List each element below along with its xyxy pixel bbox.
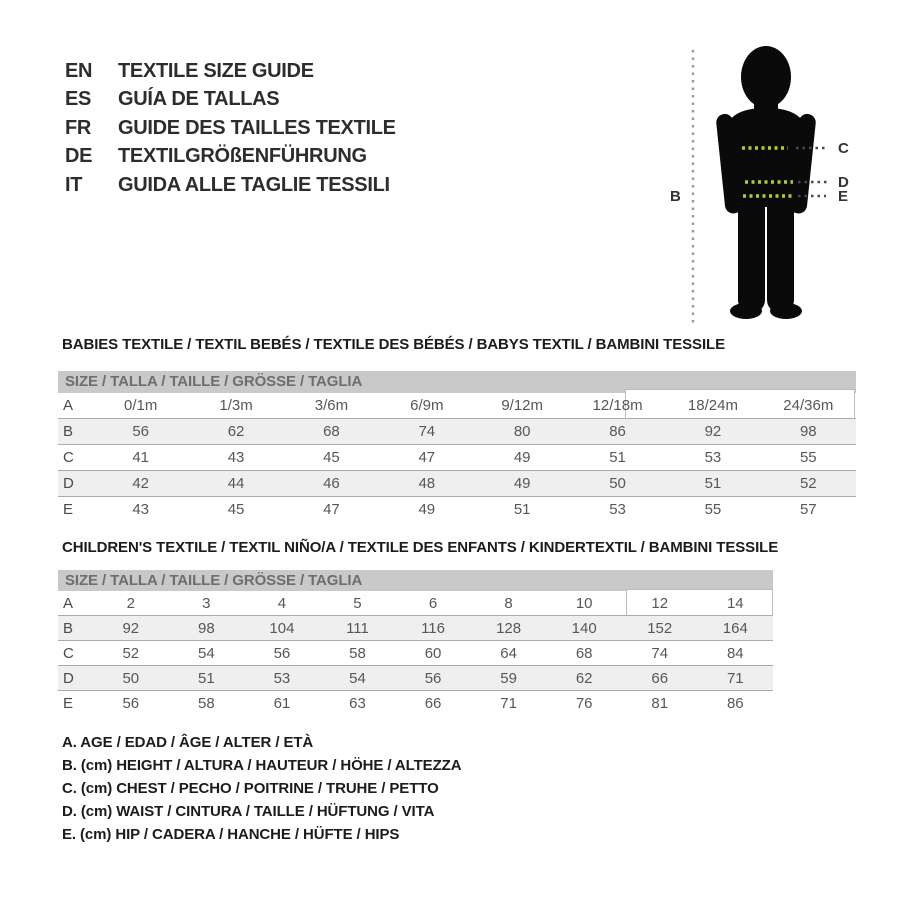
table-cell: 50 bbox=[122, 669, 140, 687]
row-label: C bbox=[63, 644, 74, 662]
table-cell: 56 bbox=[132, 423, 150, 440]
table-cell: 74 bbox=[651, 644, 669, 662]
table-row bbox=[58, 640, 773, 665]
table-cell: 46 bbox=[323, 475, 340, 492]
table-cell: 51 bbox=[198, 669, 215, 687]
table-cell: 45 bbox=[323, 449, 340, 466]
table-cell: 49 bbox=[513, 475, 531, 492]
legend-line-height: B. (cm) HEIGHT / ALTURA / HAUTEUR / HÖHE / ALTEZZA bbox=[62, 757, 462, 774]
table-cell: 56 bbox=[273, 644, 291, 662]
table-cell: 12/18m bbox=[592, 397, 643, 414]
table-row bbox=[58, 418, 856, 444]
table-cell: 57 bbox=[799, 501, 817, 518]
legend-line-waist: D. (cm) WAIST / CINTURA / TAILLE / HÜFTUNG / VITA bbox=[62, 803, 435, 820]
language-code: EN bbox=[65, 59, 93, 82]
row-label: B bbox=[63, 423, 74, 440]
table-cell: 45 bbox=[227, 501, 245, 518]
table-cell: 140 bbox=[571, 619, 597, 637]
table-row bbox=[58, 393, 856, 418]
table-cell: 6 bbox=[428, 594, 438, 612]
table-cell: 52 bbox=[122, 644, 140, 662]
table-cell: 43 bbox=[132, 501, 150, 518]
language-title: GUÍA DE TALLAS bbox=[118, 88, 280, 111]
language-code: IT bbox=[65, 173, 83, 196]
table-cell: 4 bbox=[277, 594, 287, 612]
row-label: E bbox=[63, 501, 74, 518]
table-cell: 84 bbox=[726, 644, 744, 662]
table-cell: 66 bbox=[424, 694, 442, 712]
table-cell: 9/12m bbox=[501, 397, 544, 414]
table-cell: 63 bbox=[349, 694, 366, 712]
table-cell: 116 bbox=[421, 619, 445, 637]
row-label: A bbox=[63, 397, 74, 414]
table-cell: 55 bbox=[799, 449, 817, 466]
table-row bbox=[58, 615, 773, 640]
table-cell: 47 bbox=[418, 449, 436, 466]
table-row bbox=[58, 591, 773, 615]
table-cell: 68 bbox=[323, 423, 340, 440]
table-cell: 62 bbox=[575, 669, 593, 687]
row-label: B bbox=[63, 619, 74, 637]
table-cell: 50 bbox=[609, 475, 626, 492]
table-cell: 47 bbox=[323, 501, 340, 518]
table-row bbox=[58, 496, 856, 522]
language-code: DE bbox=[65, 145, 93, 168]
table-row bbox=[58, 665, 773, 690]
table-cell: 71 bbox=[726, 669, 744, 687]
table-row bbox=[58, 690, 773, 715]
table-cell: 59 bbox=[500, 669, 517, 687]
babies-size-table bbox=[58, 371, 856, 522]
table-cell: 55 bbox=[704, 501, 722, 518]
table-cell: 86 bbox=[726, 694, 744, 712]
table-cell: 18/24m bbox=[687, 397, 738, 414]
row-label: C bbox=[63, 449, 74, 466]
children-section-title: CHILDREN'S TEXTILE / TEXTIL NIÑO/A / TEXTILE DES ENFANTS / KINDERTEXTIL / BAMBINI TESSILE bbox=[62, 539, 779, 556]
language-row bbox=[65, 86, 396, 115]
table-cell: 24/36m bbox=[783, 397, 834, 414]
table-cell: 2 bbox=[126, 594, 135, 612]
legend-line-age: A. AGE / EDAD / ÂGE / ALTER / ETÀ bbox=[62, 734, 314, 751]
table-cell: 53 bbox=[609, 501, 626, 518]
table-cell: 43 bbox=[227, 449, 245, 466]
height-label: B bbox=[670, 188, 681, 205]
table-cell: 66 bbox=[651, 669, 669, 687]
babies-section-title: BABIES TEXTILE / TEXTIL BEBÉS / TEXTILE DES BÉBÉS / BABYS TEXTIL / BAMBINI TESSILE bbox=[62, 336, 725, 353]
table-cell: 3/6m bbox=[314, 397, 349, 414]
table-cell: 44 bbox=[227, 475, 245, 492]
measurement-legend bbox=[62, 731, 461, 846]
language-row bbox=[65, 57, 396, 86]
language-title: TEXTILE SIZE GUIDE bbox=[118, 59, 314, 82]
table-cell: 111 bbox=[346, 619, 369, 637]
legend-line-hip: E. (cm) HIP / CADERA / HANCHE / HÜFTE / HIPS bbox=[62, 826, 400, 843]
language-code: FR bbox=[65, 116, 92, 139]
table-cell: 49 bbox=[513, 449, 531, 466]
language-row bbox=[65, 143, 396, 172]
table-cell: 54 bbox=[349, 669, 366, 687]
table-cell: 74 bbox=[418, 423, 436, 440]
row-label: E bbox=[63, 694, 74, 712]
table-cell: 14 bbox=[726, 594, 744, 612]
chest-label: C bbox=[838, 140, 849, 157]
language-code: ES bbox=[65, 88, 92, 111]
table-cell: 60 bbox=[424, 644, 442, 662]
table-cell: 0/1m bbox=[124, 397, 158, 414]
table-cell: 12 bbox=[651, 594, 669, 612]
size-header-bar: SIZE / TALLA / TAILLE / GRÖSSE / TAGLIA bbox=[58, 570, 773, 591]
language-row bbox=[65, 171, 396, 200]
table-cell: 71 bbox=[500, 694, 517, 712]
table-row bbox=[58, 470, 856, 496]
table-cell: 56 bbox=[424, 669, 442, 687]
language-title: GUIDE DES TAILLES TEXTILE bbox=[118, 116, 396, 139]
table-cell: 6/9m bbox=[410, 397, 444, 414]
table-cell: 1/3m bbox=[219, 397, 253, 414]
table-row bbox=[58, 444, 856, 470]
table-cell: 58 bbox=[349, 644, 366, 662]
table-cell: 98 bbox=[799, 423, 817, 440]
table-cell: 42 bbox=[132, 475, 150, 492]
table-cell: 92 bbox=[122, 619, 140, 637]
table-cell: 104 bbox=[269, 619, 295, 637]
table-cell: 81 bbox=[651, 694, 669, 712]
table-cell: 54 bbox=[198, 644, 215, 662]
table-cell: 53 bbox=[273, 669, 291, 687]
language-row bbox=[65, 114, 396, 143]
table-cell: 64 bbox=[500, 644, 517, 662]
table-cell: 5 bbox=[353, 594, 362, 612]
table-cell: 92 bbox=[704, 423, 722, 440]
table-cell: 62 bbox=[227, 423, 245, 440]
table-cell: 61 bbox=[273, 694, 291, 712]
children-size-table bbox=[58, 570, 773, 715]
table-cell: 98 bbox=[198, 619, 215, 637]
table-cell: 76 bbox=[575, 694, 593, 712]
child-measurement-figure bbox=[650, 28, 880, 338]
table-cell: 3 bbox=[202, 594, 211, 612]
table-cell: 10 bbox=[575, 594, 593, 612]
table-cell: 152 bbox=[647, 619, 673, 637]
table-cell: 51 bbox=[609, 449, 626, 466]
table-cell: 164 bbox=[722, 619, 748, 637]
table-cell: 68 bbox=[575, 644, 593, 662]
size-header-bar: SIZE / TALLA / TAILLE / GRÖSSE / TAGLIA bbox=[58, 371, 856, 393]
row-label: D bbox=[63, 475, 74, 492]
table-cell: 51 bbox=[704, 475, 722, 492]
language-title: GUIDA ALLE TAGLIE TESSILI bbox=[118, 173, 390, 196]
row-label: D bbox=[63, 669, 74, 687]
table-cell: 52 bbox=[799, 475, 817, 492]
table-cell: 51 bbox=[513, 501, 531, 518]
table-cell: 8 bbox=[504, 594, 513, 612]
table-cell: 56 bbox=[122, 694, 140, 712]
table-cell: 128 bbox=[496, 619, 522, 637]
row-label: A bbox=[63, 594, 74, 612]
table-cell: 48 bbox=[418, 475, 436, 492]
waist-label: D bbox=[838, 174, 849, 191]
hip-label: E bbox=[838, 188, 849, 205]
language-title-list bbox=[65, 57, 396, 200]
table-cell: 41 bbox=[132, 449, 150, 466]
table-cell: 49 bbox=[418, 501, 436, 518]
table-cell: 86 bbox=[609, 423, 626, 440]
table-cell: 53 bbox=[704, 449, 722, 466]
table-cell: 80 bbox=[513, 423, 531, 440]
legend-line-chest: C. (cm) CHEST / PECHO / POITRINE / TRUHE / PETTO bbox=[62, 780, 439, 797]
table-cell: 58 bbox=[198, 694, 215, 712]
language-title: TEXTILGRÖßENFÜHRUNG bbox=[118, 145, 367, 168]
